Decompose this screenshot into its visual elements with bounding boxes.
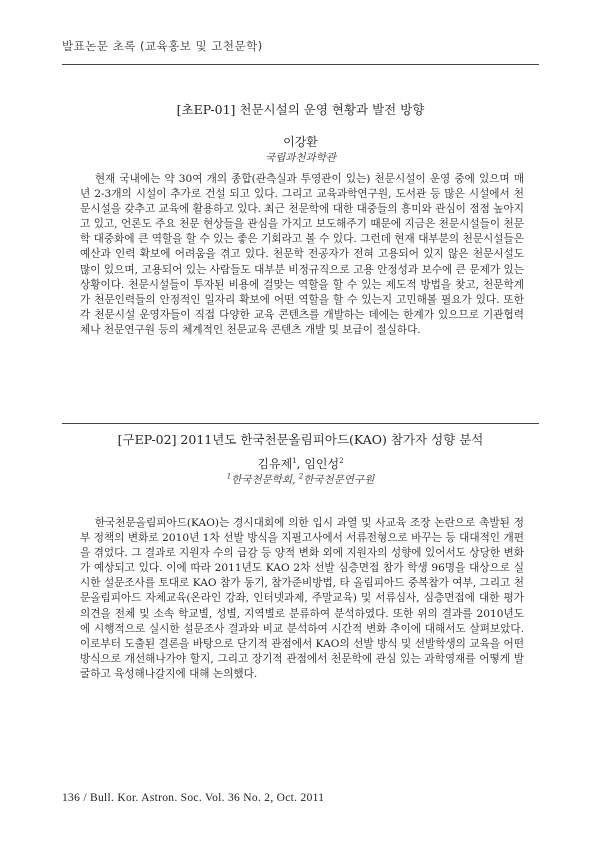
abstract-2-authors — [62, 455, 539, 472]
abstract-1-author: 이강환 — [283, 135, 318, 149]
abstract-1-title: [초EP-01] 천문시설의 운영 현황과 발전 방향 — [176, 102, 425, 117]
abstract-1-paragraph: 현재 국내에는 약 30여 개의 종합(관측실과 투영관이 있는) 천문시설이 운영 중에 있으며 매년 2-3개의 시설이 추가로 건설 되고 있다. 그리고 교육과학연구원, 도서관 등 많은 시설에서 천문시설을 갖추고 교육에 활용하고 있다. 최근 천문학에 대한 대중들의 흥미와 관심이 점점 높아지고 있고, 언론도 주요 천문 현상들을 관심을 가지고 보도해주기 때문에 지금은 천문시설들이 천문학 대중화에 큰 역할을 할 수 있는 좋은 기회라고 볼 수 있다. 그런데 현재 대부분의 천문시설들은 예산과 인력 확보에 어려움을 겪고 있다. 천문학 전공자가 전혀 고용되어 있지 않은 천문시설도 많이 있으며, 고용되어 있는 사람들도 대부분 비정규직으로 고용 안정성과 보수에 큰 문제가 있는 상황이다. 천문시설들이 투자된 비용에 걸맞는 역할을 할 수 있는 제도적 방법을 찾고, 천문학계가 천문인력들의 안정적인 일자리 확보에 어떤 역할을 할 수 있는지 고민해볼 필요가 있다. 또한 각 천문시설 운영자들이 직접 다양한 교육 콘텐츠를 개발하는 데에는 한계가 있으므로 기관협력체나 천문연구원 등의 체계적인 천문교육 콘텐츠 개발 및 보급이 절실하다. — [80, 173, 524, 336]
abstract-2-body — [80, 516, 524, 682]
abstract-2-affiliation-1: 한국천문학회, — [231, 474, 299, 486]
abstract-1-affiliation: 국립과천과학관 — [264, 152, 336, 164]
page-footer: 136 / Bull. Kor. Astron. Soc. Vol. 36 No. 2, Oct. 2011 — [62, 792, 325, 804]
author-2-superscript: 2 — [339, 457, 344, 465]
abstract-2-author-2: 임인성 — [304, 457, 340, 471]
abstract-2-paragraph: 한국천문올림피아드(KAO)는 경시대회에 의한 입시 과열 및 사교육 조장 논란으로 촉발된 정부 정책의 변화로 2010년 1차 선발 방식을 지필고사에서 서류전형으로 바꾸는 등 대대적인 개편을 겪었다. 그 결과로 지원자 수의 급감 등 양적 변화 외에 지원자의 성향에 있어서도 상당한 변화가 예상되고 있다. 이에 따라 2011년도 KAO 2차 선발 심층면접 참가 학생 96명을 대상으로 실시한 설문조사를 토대로 KAO 참가 동기, 참가준비방법, 타 올림피아드 중복참가 여부, 그리고 천문올림피아드 자체교육(온라인 강좌, 인터넷과제, 주말교육) 및 서류심사, 심층면접에 대한 평가 의견을 전체 및 소속 학교별, 성별, 지역별로 분류하여 분석하였다. 또한 위의 결과를 2010년도에 시행적으로 실시한 설문조사 결과와 비교 분석하여 시간적 변화 추이에 대해서도 살펴보았다. 이로부터 도출된 결론을 바탕으로 단기적 관점에서 KAO의 선발 방식 및 선발학생의 교육을 어떤 방식으로 개선해나가야 할지, 그리고 장기적 관점에서 천문학에 관심 있는 과학영재를 어떻게 발굴하고 육성해나갈지에 대해 논의했다. — [80, 517, 524, 680]
abstract-2-author-1: 김유제 — [257, 457, 293, 471]
abstract-1-body — [80, 172, 524, 338]
affil-2-superscript: 2 — [298, 472, 304, 481]
author-separator: , — [296, 457, 305, 471]
header-rule — [62, 64, 539, 65]
author-1-superscript: 1 — [292, 457, 297, 465]
section-rule — [62, 423, 539, 424]
abstract-2-affiliation-2: 한국천문연구원 — [303, 474, 375, 486]
affil-1-superscript: 1 — [226, 472, 232, 481]
abstract-2-affiliations — [62, 472, 539, 487]
running-header: 발표논문 초록 (교육홍보 및 고천문학) — [62, 39, 263, 53]
abstract-2-title: [구EP-02] 2011년도 한국천문올림피아드(KAO) 참가자 성향 분석 — [117, 432, 484, 447]
